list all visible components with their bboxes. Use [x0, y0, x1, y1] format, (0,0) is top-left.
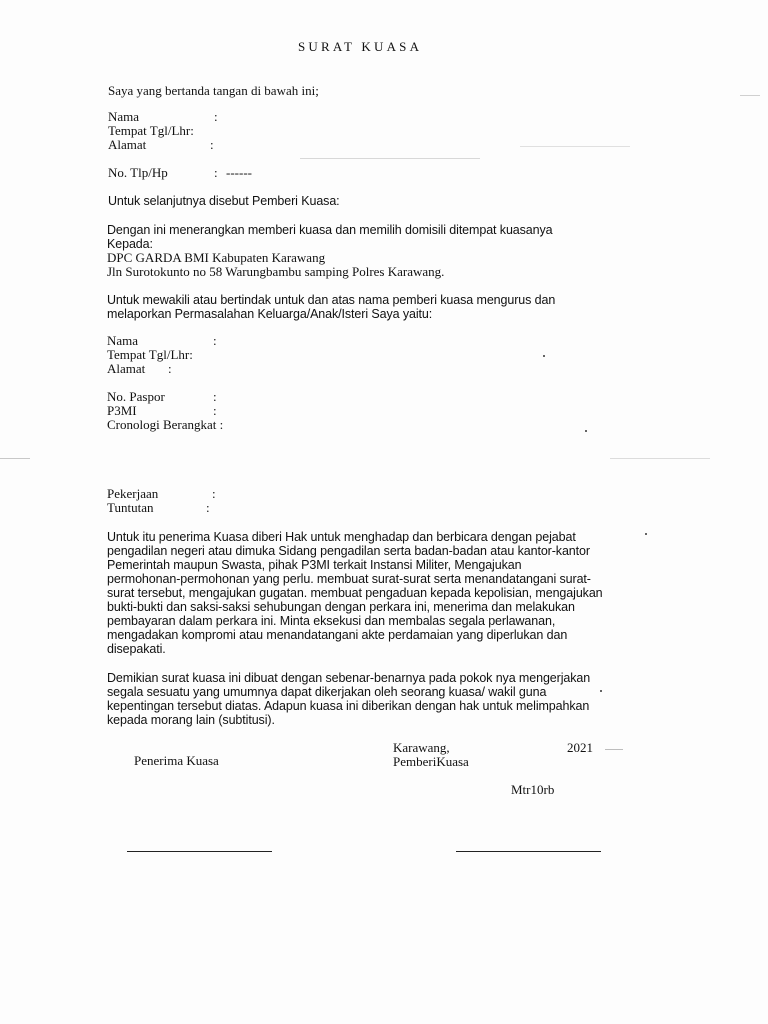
- scan-smudge: [605, 749, 623, 750]
- rights-paragraph: [107, 530, 603, 656]
- subject-alamat-label: Alamat: [107, 361, 146, 376]
- subject-tuntutan-label: Tuntutan: [107, 500, 154, 515]
- scan-smudge: [520, 146, 630, 147]
- subject-cronologi-label: Cronologi Berangkat :: [107, 417, 224, 432]
- rights-line: bukti-bukti dan saksi-saksi sehubungan dengan perkara ini, menerima dan melakukan: [107, 600, 575, 614]
- represent-line: Untuk mewakili atau bertindak untuk dan atas nama pemberi kuasa mengurus dan: [107, 293, 556, 307]
- rights-line: surat tersebut, mengajukan gugatan. membuat pengaduan kepada kepolisian, mengajukan: [107, 586, 603, 600]
- subject-nama-colon: :: [213, 333, 217, 348]
- closing-line: kepentingan tersebut diatas. Adapun kuasa ini diberikan dengan hak untuk melimpahkan: [107, 699, 590, 713]
- grantor-tlp-colon: :: [214, 165, 218, 180]
- subject-paspor-label: No. Paspor: [107, 389, 165, 404]
- receiver-label: Penerima Kuasa: [134, 753, 219, 768]
- scan-smudge: [740, 95, 760, 96]
- rights-line: disepakati.: [107, 642, 166, 656]
- giver-label: PemberiKuasa: [393, 754, 469, 769]
- scan-smudge: [610, 458, 710, 459]
- scan-speck: [600, 690, 602, 692]
- scan-smudge: [0, 458, 30, 459]
- scan-speck: [543, 355, 545, 357]
- subject-pekerjaan-label: Pekerjaan: [107, 486, 159, 501]
- grant-line: Kepada:: [107, 237, 153, 251]
- grantor-nama-colon: :: [214, 109, 218, 124]
- referred-as-text: Untuk selanjutnya disebut Pemberi Kuasa:: [108, 194, 340, 208]
- subject-p3mi-colon: :: [213, 403, 217, 418]
- scan-smudge: [300, 158, 480, 159]
- grantor-nama-label: Nama: [108, 109, 140, 124]
- subject-tuntutan-colon: :: [206, 500, 210, 515]
- grant-line: DPC GARDA BMI Kabupaten Karawang: [107, 250, 326, 265]
- subject-p3mi-label: P3MI: [107, 403, 137, 418]
- subject-nama-label: Nama: [107, 333, 139, 348]
- closing-line: Demikian surat kuasa ini dibuat dengan sebenar-benarnya pada pokok nya mengerjakan: [107, 671, 591, 685]
- grantor-tlp-value: ------: [226, 165, 252, 180]
- subject-paspor-colon: :: [213, 389, 217, 404]
- closing-paragraph: [107, 671, 590, 727]
- signature-year: 2021: [567, 740, 593, 755]
- rights-line: permohonan-permohonan yang perlu. membuat surat-surat serta menandatangani surat-: [107, 572, 591, 586]
- scan-speck: [645, 533, 647, 535]
- closing-line: segala sesuatu yang umumnya dapat dikerjakan oleh seorang kuasa/ wakil guna: [107, 685, 547, 699]
- subject-pekerjaan-colon: :: [212, 486, 216, 501]
- scan-speck: [585, 430, 587, 432]
- giver-signature-line: [456, 851, 601, 852]
- represent-line: melaporkan Permasalahan Keluarga/Anak/Isteri Saya yaitu:: [107, 307, 433, 321]
- subject-alamat-colon: :: [168, 361, 172, 376]
- receiver-signature-line: [127, 851, 272, 852]
- grantor-alamat-colon: :: [210, 137, 214, 152]
- rights-line: Untuk itu penerima Kuasa diberi Hak untuk menghadap dan berbicara dengan pejabat: [107, 530, 576, 544]
- intro-text: Saya yang bertanda tangan di bawah ini;: [108, 83, 319, 98]
- rights-line: pengadilan negeri atau dimuka Sidang pengadilan serta badan-badan atau kantor-kantor: [107, 544, 590, 558]
- grantor-alamat-label: Alamat: [108, 137, 147, 152]
- grant-line: Dengan ini menerangkan memberi kuasa dan memilih domisili ditempat kuasanya: [107, 223, 553, 237]
- grantor-tlp-label: No. Tlp/Hp: [108, 165, 168, 180]
- grant-line: Jln Surotokunto no 58 Warungbambu samping Polres Karawang.: [107, 264, 445, 279]
- grant-paragraph: [107, 223, 553, 279]
- rights-line: pembayaran dalam perkara ini. Minta eksekusi dan membalas segala perlawanan,: [107, 614, 556, 628]
- grantor-tempat-label: Tempat Tgl/Lhr:: [108, 123, 194, 138]
- rights-line: Pemerintah maupun Swasta, pihak P3MI terkait Instansi Militer, Mengajukan: [107, 558, 522, 572]
- stamp-duty-text: Mtr10rb: [511, 782, 555, 797]
- document-title: SURAT KUASA: [298, 39, 423, 54]
- subject-tempat-label: Tempat Tgl/Lhr:: [107, 347, 193, 362]
- represent-paragraph: [107, 293, 555, 321]
- rights-line: mengadakan kompromi atau menandatangani akte perdamaian yang diperlukan dan: [107, 628, 568, 642]
- closing-line: kepada morang lain (subtitusi).: [107, 713, 275, 727]
- signature-place: Karawang,: [393, 740, 450, 755]
